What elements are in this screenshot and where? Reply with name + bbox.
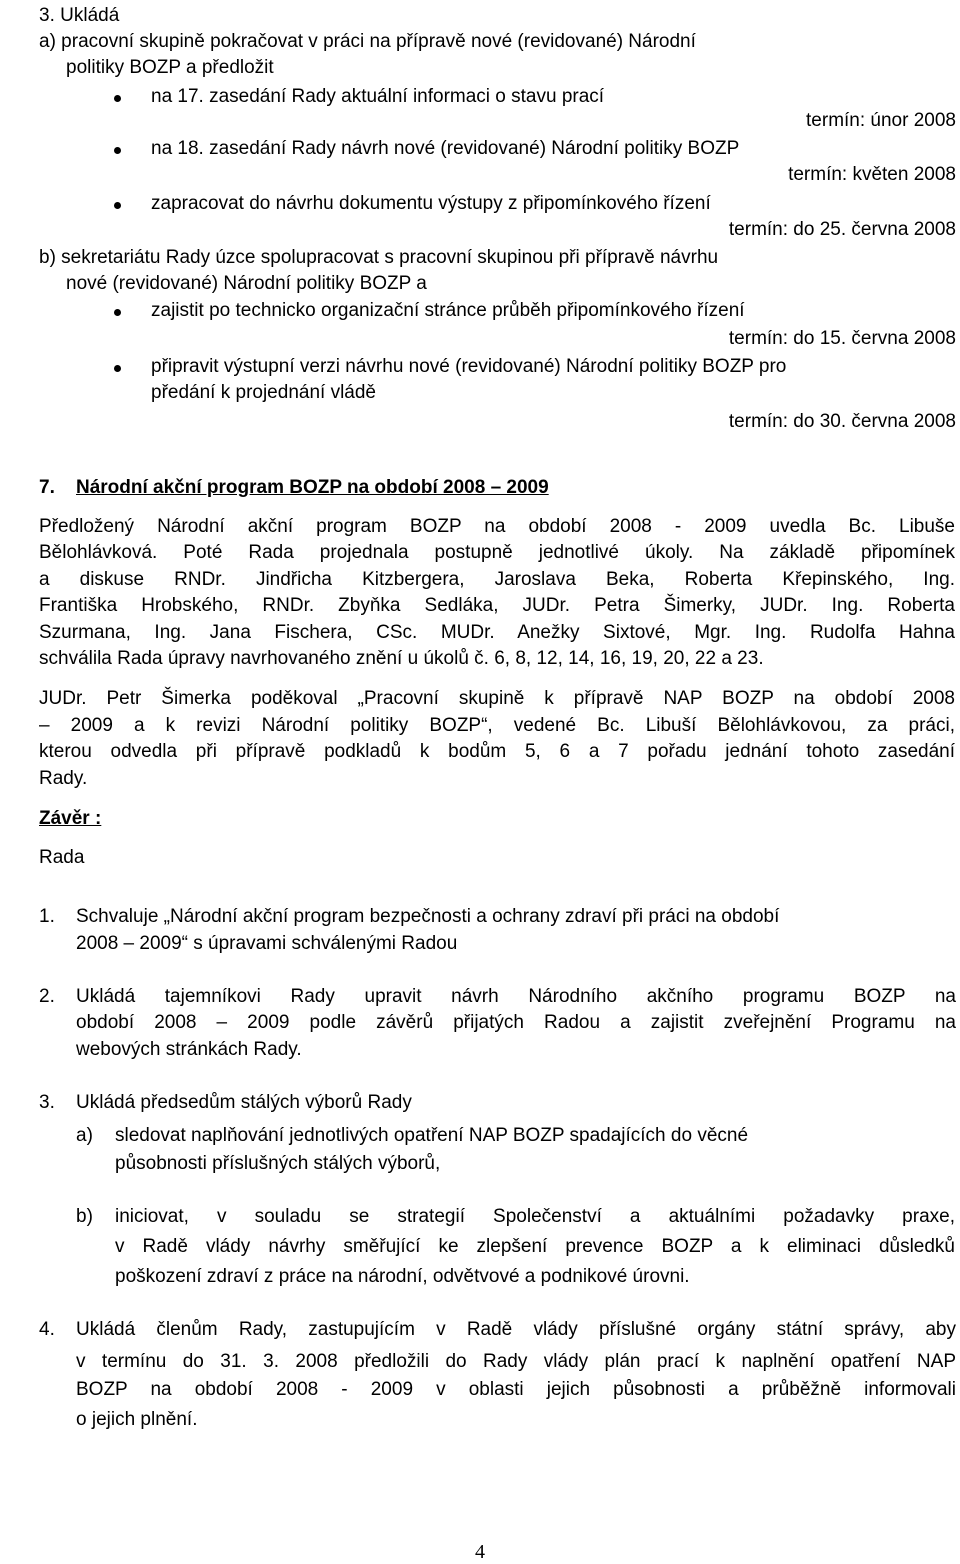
council-label: Rada: [39, 847, 85, 868]
item-3-title: 3. Ukládá: [39, 5, 120, 26]
resolution-3b-label: b): [76, 1206, 93, 1227]
para1-line: Předložený Národní akční program BOZP na období 2008 - 2009 uvedla Bc. Libuše: [39, 516, 955, 537]
resolution-1-number: 1.: [39, 906, 55, 927]
resolution-4-line: v termínu do 31. 3. 2008 předložili do Rady vlády plán prací k naplnění opatření NAP: [76, 1351, 956, 1372]
para1-line: Szurmana, Ing. Jana Fischera, CSc. MUDr. Anežky Sixtové, Mgr. Ing. Rudolfa Hahna: [39, 622, 955, 643]
bullet-icon: [114, 202, 121, 209]
deadline-a1: termín: únor 2008: [806, 110, 956, 131]
item-a-line2: politiky BOZP a předložit: [66, 57, 274, 78]
resolution-3b-line: v Radě vlády návrhy směřující ke zlepšení prevence BOZP a k eliminaci důsledků: [115, 1236, 955, 1257]
item-b-line1: b) sekretariátu Rady úzce spolupracovat s pracovní skupinou při přípravě návrhu: [39, 247, 719, 268]
item-b-line2: nové (revidované) Národní politiky BOZP a: [66, 273, 427, 294]
item-a-bullet2: na 18. zasedání Rady návrh nové (revidované) Národní politiky BOZP: [151, 138, 740, 159]
resolution-3-title: Ukládá předsedům stálých výborů Rady: [76, 1092, 412, 1113]
item-a-line1: a) pracovní skupině pokračovat v práci na přípravě nové (revidované) Národní: [39, 31, 696, 52]
item-b-bullet1: zajistit po technicko organizační stránce průběh připomínkového řízení: [151, 300, 745, 321]
resolution-4-number: 4.: [39, 1319, 55, 1340]
item-a-bullet1: na 17. zasedání Rady aktuální informaci o stavu prací: [151, 86, 605, 107]
item-a-bullet3: zapracovat do návrhu dokumentu výstupy z připomínkového řízení: [151, 193, 711, 214]
resolution-3b-line: iniciovat, v souladu se strategií Společenství a aktuálními požadavky praxe,: [115, 1206, 955, 1227]
item-b-bullet2-line2: předání k projednání vládě: [151, 382, 376, 403]
item-b-bullet2-line1: připravit výstupní verzi návrhu nové (revidované) Národní politiky BOZP pro: [151, 356, 787, 377]
bullet-icon: [114, 309, 121, 316]
resolution-3a-label: a): [76, 1125, 93, 1146]
bullet-icon: [114, 95, 121, 102]
section-number: 7.: [39, 477, 55, 498]
bullet-icon: [114, 147, 121, 154]
para2-line: – 2009 a k revizi Národní politiky BOZP“, vedené Bc. Libuší Bělohlávkovou, za práci,: [39, 715, 955, 736]
bullet-icon: [114, 365, 121, 372]
para1-line: Bělohlávková. Poté Rada projednala postupně jednotlivé úkoly. Na základě připomínek: [39, 542, 955, 563]
resolution-3a-line: sledovat naplňování jednotlivých opatření NAP BOZP spadajících do věcné: [115, 1125, 749, 1146]
deadline-a3: termín: do 25. června 2008: [728, 219, 956, 240]
resolution-1-line: Schvaluje „Národní akční program bezpečnosti a ochrany zdraví při práci na období: [76, 906, 780, 927]
resolution-2-line: období 2008 – 2009 podle závěrů přijatých Radou a zajistit zveřejnění Programu na: [76, 1012, 956, 1033]
resolution-1-line: 2008 – 2009“ s úpravami schválenými Radou: [76, 933, 458, 954]
para1-line: a diskuse RNDr. Jindřicha Kitzbergera, Jaroslava Beka, Roberta Křepinského, Ing.: [39, 569, 955, 590]
resolution-4-line: Ukládá členům Rady, zastupujícím v Radě vlády příslušné orgány státní správy, aby: [76, 1319, 956, 1340]
para1-line: schválila Rada úpravy navrhovaného znění u úkolů č. 6, 8, 12, 14, 16, 19, 20, 22 a 23.: [39, 648, 764, 669]
deadline-a2: termín: květen 2008: [788, 164, 956, 185]
resolution-2-number: 2.: [39, 986, 55, 1007]
para1-line: Františka Hrobského, RNDr. Zbyňka Sedláka, JUDr. Petra Šimerky, JUDr. Ing. Roberta: [39, 595, 955, 616]
resolution-4-line: o jejich plnění.: [76, 1409, 198, 1430]
para2-line: Rady.: [39, 768, 88, 789]
para2-line: JUDr. Petr Šimerka poděkoval „Pracovní skupině k přípravě NAP BOZP na období 2008: [39, 688, 955, 709]
resolution-4-line: BOZP na období 2008 - 2009 v oblasti jejich působnosti a průběžně informovali: [76, 1379, 956, 1400]
page-number: 4: [475, 1541, 485, 1563]
resolution-3b-line: poškození zdraví z práce na národní, odvětvové a podnikové úrovni.: [115, 1266, 690, 1287]
para2-line: kterou odvedla při přípravě podkladů k bodům 5, 6 a 7 pořadu jednání tohoto zasedání: [39, 741, 955, 762]
deadline-b2: termín: do 30. června 2008: [728, 411, 956, 432]
deadline-b1: termín: do 15. června 2008: [728, 328, 956, 349]
resolution-2-line: webových stránkách Rady.: [76, 1039, 302, 1060]
conclusion-heading: Závěr :: [39, 808, 102, 829]
section-title: Národní akční program BOZP na období 2008 – 2009: [76, 477, 549, 498]
resolution-3a-line: působnosti příslušných stálých výborů,: [115, 1153, 441, 1174]
resolution-3-number: 3.: [39, 1092, 55, 1113]
resolution-2-line: Ukládá tajemníkovi Rady upravit návrh Národního akčního programu BOZP na: [76, 986, 956, 1007]
